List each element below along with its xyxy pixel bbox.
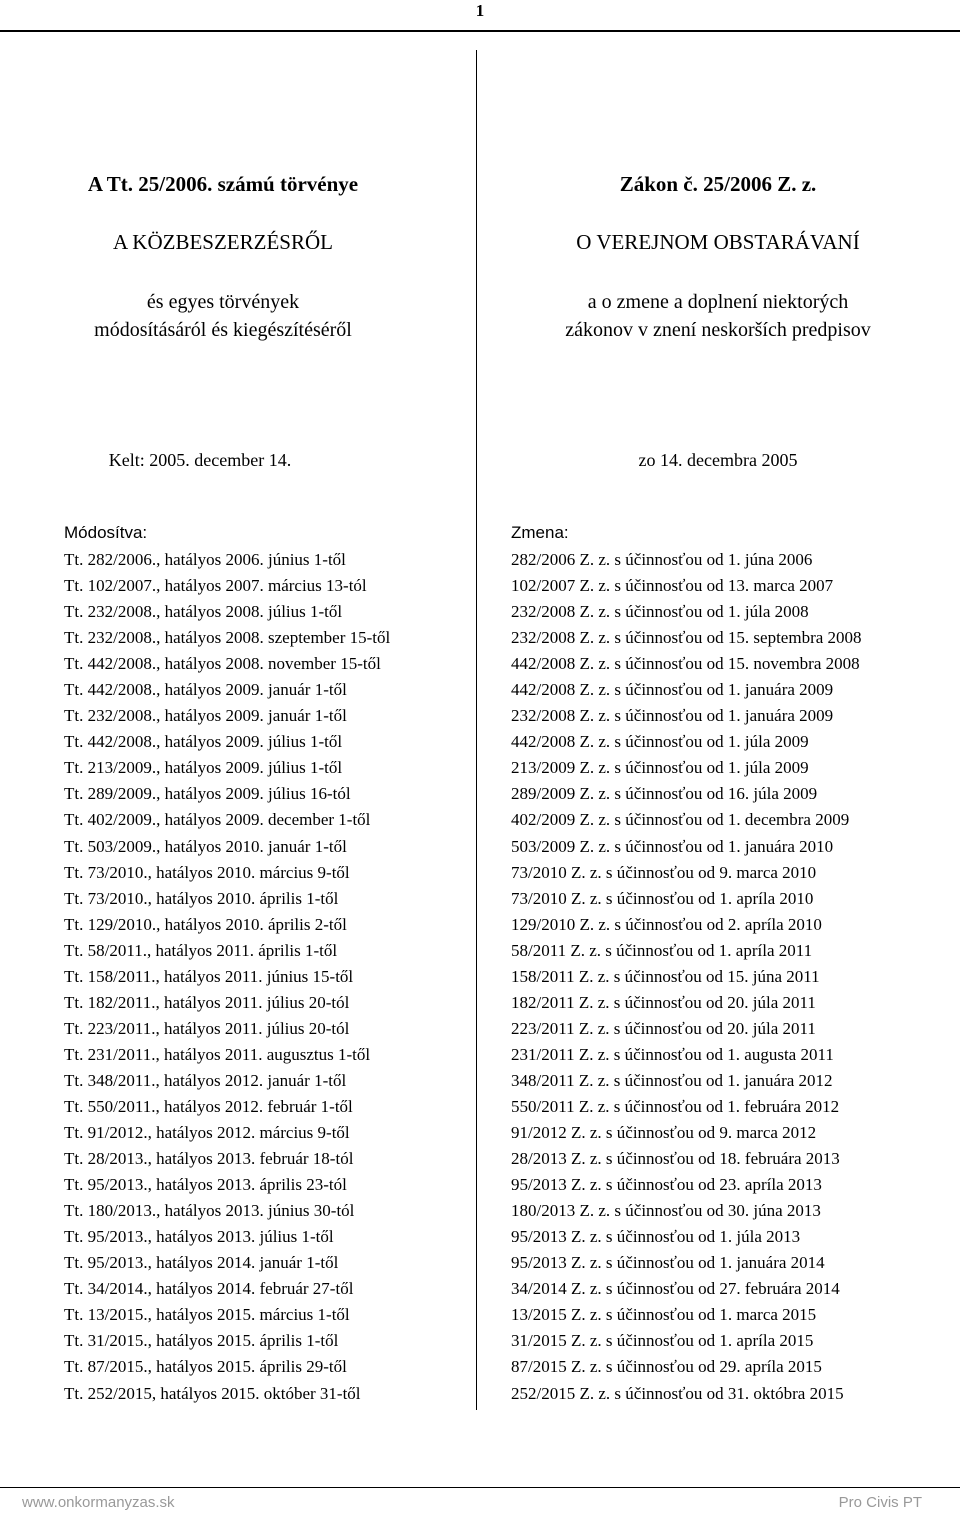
hu-amendment-item: Tt. 129/2010., hatályos 2010. április 2-től: [64, 914, 347, 934]
hu-amendment-item: Tt. 402/2009., hatályos 2009. december 1-től: [64, 810, 371, 830]
hu-amendments-heading: Módosítva:: [64, 523, 148, 542]
hu-amendment-item: Tt. 95/2013., hatályos 2014. január 1-től: [64, 1253, 339, 1273]
sk-amendment-item: 442/2008 Z. z. s účinnosťou od 1. júla 2009: [511, 732, 809, 752]
hu-amendment-item: Tt. 34/2014., hatályos 2014. február 27-től: [64, 1279, 354, 1299]
hu-amendment-item: Tt. 95/2013., hatályos 2013. április 23-tól: [64, 1175, 347, 1195]
hu-amendment-item: Tt. 13/2015., hatályos 2015. március 1-től: [64, 1305, 350, 1325]
sk-amendment-item: 232/2008 Z. z. s účinnosťou od 15. septembra 2008: [511, 628, 862, 648]
sk-amendment-item: 31/2015 Z. z. s účinnosťou od 1. apríla 2015: [511, 1331, 814, 1351]
hu-amendment-item: Tt. 550/2011., hatályos 2012. február 1-től: [64, 1096, 353, 1116]
sk-amendment-item: 158/2011 Z. z. s účinnosťou od 15. júna 2011: [511, 966, 820, 986]
hu-amendment-item: Tt. 180/2013., hatályos 2013. június 30-tól: [64, 1201, 355, 1221]
sk-amendment-item: 129/2010 Z. z. s účinnosťou od 2. apríla 2010: [511, 914, 822, 934]
sk-amendment-item: 252/2015 Z. z. s účinnosťou od 31. októbra 2015: [511, 1383, 844, 1403]
hu-amend-note: [0, 288, 446, 344]
hu-amendment-item: Tt. 232/2008., hatályos 2008. július 1-től: [64, 602, 343, 622]
hu-amend-line-1: és egyes törvények: [146, 291, 300, 313]
sk-amend-line-1: a o zmene a doplnení niektorých: [587, 291, 849, 313]
sk-amendment-item: 91/2012 Z. z. s účinnosťou od 9. marca 2012: [511, 1123, 817, 1143]
sk-amend-line-2: zákonov v znení neskorších predpisov: [565, 319, 871, 341]
sk-amendment-item: 87/2015 Z. z. s účinnosťou od 29. apríla 2015: [511, 1357, 822, 1377]
sk-amendment-item: 182/2011 Z. z. s účinnosťou od 20. júla 2011: [511, 992, 816, 1012]
hu-amendment-item: Tt. 348/2011., hatályos 2012. január 1-től: [64, 1070, 347, 1090]
hu-amendment-item: Tt. 87/2015., hatályos 2015. április 29-től: [64, 1357, 347, 1377]
sk-amendment-item: 232/2008 Z. z. s účinnosťou od 1. januára 2009: [511, 706, 834, 726]
sk-amendment-item: 180/2013 Z. z. s účinnosťou od 30. júna 2013: [511, 1201, 821, 1221]
header-rule: [0, 30, 960, 32]
hu-amendment-item: Tt. 223/2011., hatályos 2011. július 20-tól: [64, 1018, 350, 1038]
sk-law-title: Zákon č. 25/2006 Z. z.: [619, 172, 817, 196]
sk-law-subject: O VEREJNOM OBSTARÁVANÍ: [576, 230, 860, 254]
hu-amendment-item: Tt. 31/2015., hatályos 2015. április 1-től: [64, 1331, 339, 1351]
hu-amendment-item: Tt. 442/2008., hatályos 2009. január 1-től: [64, 680, 347, 700]
hu-amendment-item: Tt. 442/2008., hatályos 2009. július 1-től: [64, 732, 343, 752]
hu-issue-date: Kelt: 2005. december 14.: [108, 450, 292, 470]
hu-amendment-item: Tt. 252/2015, hatályos 2015. október 31-től: [64, 1383, 361, 1403]
sk-amendment-item: 34/2014 Z. z. s účinnosťou od 27. februára 2014: [511, 1279, 840, 1299]
hu-amendment-item: Tt. 232/2008., hatályos 2008. szeptember 15-től: [64, 628, 391, 648]
hu-amendment-item: Tt. 503/2009., hatályos 2010. január 1-től: [64, 836, 347, 856]
hu-amendment-item: Tt. 182/2011., hatályos 2011. július 20-tól: [64, 992, 350, 1012]
hu-amendment-item: Tt. 231/2011., hatályos 2011. augusztus 1-től: [64, 1044, 371, 1064]
sk-amendment-item: 232/2008 Z. z. s účinnosťou od 1. júla 2008: [511, 602, 809, 622]
sk-amendment-item: 348/2011 Z. z. s účinnosťou od 1. januára 2012: [511, 1070, 833, 1090]
hu-law-subject: A KÖZBESZERZÉSRŐL: [113, 230, 333, 254]
hu-amendment-item: Tt. 213/2009., hatályos 2009. július 1-től: [64, 758, 343, 778]
sk-amendment-item: 442/2008 Z. z. s účinnosťou od 15. novembra 2008: [511, 654, 860, 674]
hu-amendment-item: Tt. 158/2011., hatályos 2011. június 15-től: [64, 966, 354, 986]
sk-amendment-item: 73/2010 Z. z. s účinnosťou od 1. apríla 2010: [511, 888, 814, 908]
footer-website: www.onkormanyzas.sk: [22, 1494, 175, 1511]
sk-amendment-item: 95/2013 Z. z. s účinnosťou od 23. apríla 2013: [511, 1175, 822, 1195]
sk-amendment-item: 213/2009 Z. z. s účinnosťou od 1. júla 2009: [511, 758, 809, 778]
hu-amendment-item: Tt. 73/2010., hatályos 2010. március 9-től: [64, 862, 350, 882]
hu-amendment-item: Tt. 58/2011., hatályos 2011. április 1-től: [64, 940, 338, 960]
hu-amendment-item: Tt. 289/2009., hatályos 2009. július 16-tól: [64, 784, 351, 804]
sk-amendment-item: 95/2013 Z. z. s účinnosťou od 1. júla 2013: [511, 1227, 801, 1247]
sk-amendment-item: 58/2011 Z. z. s účinnosťou od 1. apríla 2011: [511, 940, 813, 960]
sk-amendment-item: 95/2013 Z. z. s účinnosťou od 1. januára 2014: [511, 1253, 825, 1273]
hu-amendment-item: Tt. 442/2008., hatályos 2008. november 15-től: [64, 654, 381, 674]
sk-amendment-item: 223/2011 Z. z. s účinnosťou od 20. júla 2011: [511, 1018, 816, 1038]
hu-amendment-item: Tt. 28/2013., hatályos 2013. február 18-tól: [64, 1149, 354, 1169]
hu-amendment-item: Tt. 95/2013., hatályos 2013. július 1-től: [64, 1227, 334, 1247]
sk-amendment-item: 442/2008 Z. z. s účinnosťou od 1. januára 2009: [511, 680, 834, 700]
sk-amendment-item: 550/2011 Z. z. s účinnosťou od 1. februára 2012: [511, 1096, 840, 1116]
hu-amend-line-2: módosításáról és kiegészítéséről: [94, 319, 352, 341]
sk-amend-note: [476, 288, 960, 344]
sk-amendment-item: 73/2010 Z. z. s účinnosťou od 9. marca 2010: [511, 862, 817, 882]
sk-amendment-item: 402/2009 Z. z. s účinnosťou od 1. decembra 2009: [511, 810, 850, 830]
sk-amendment-item: 503/2009 Z. z. s účinnosťou od 1. januára 2010: [511, 836, 834, 856]
hu-amendment-item: Tt. 232/2008., hatályos 2009. január 1-től: [64, 706, 347, 726]
sk-issue-date: zo 14. decembra 2005: [638, 450, 798, 470]
footer-publisher: Pro Civis PT: [838, 1494, 922, 1511]
sk-amendment-item: 282/2006 Z. z. s účinnosťou od 1. júna 2006: [511, 550, 813, 569]
hu-amendment-item: Tt. 282/2006., hatályos 2006. június 1-től: [64, 550, 346, 569]
sk-amendment-item: 289/2009 Z. z. s účinnosťou od 16. júla 2009: [511, 784, 818, 804]
sk-amendment-item: 13/2015 Z. z. s účinnosťou od 1. marca 2015: [511, 1305, 817, 1325]
page-number: 1: [475, 1, 485, 20]
hu-amendment-item: Tt. 91/2012., hatályos 2012. március 9-től: [64, 1123, 350, 1143]
sk-amendment-item: 102/2007 Z. z. s účinnosťou od 13. marca 2007: [511, 576, 834, 596]
hu-amendment-item: Tt. 102/2007., hatályos 2007. március 13-tól: [64, 576, 367, 596]
sk-amendment-item: 28/2013 Z. z. s účinnosťou od 18. februára 2013: [511, 1149, 840, 1169]
footer-rule: [0, 1487, 960, 1488]
sk-amendments-heading: Zmena:: [511, 523, 569, 542]
hu-amendments-list: [64, 547, 390, 1407]
hu-amendment-item: Tt. 73/2010., hatályos 2010. április 1-től: [64, 888, 339, 908]
sk-amendments-list: [511, 547, 862, 1407]
hu-law-title: A Tt. 25/2006. számú törvénye: [87, 172, 359, 196]
sk-amendment-item: 231/2011 Z. z. s účinnosťou od 1. augusta 2011: [511, 1044, 834, 1064]
